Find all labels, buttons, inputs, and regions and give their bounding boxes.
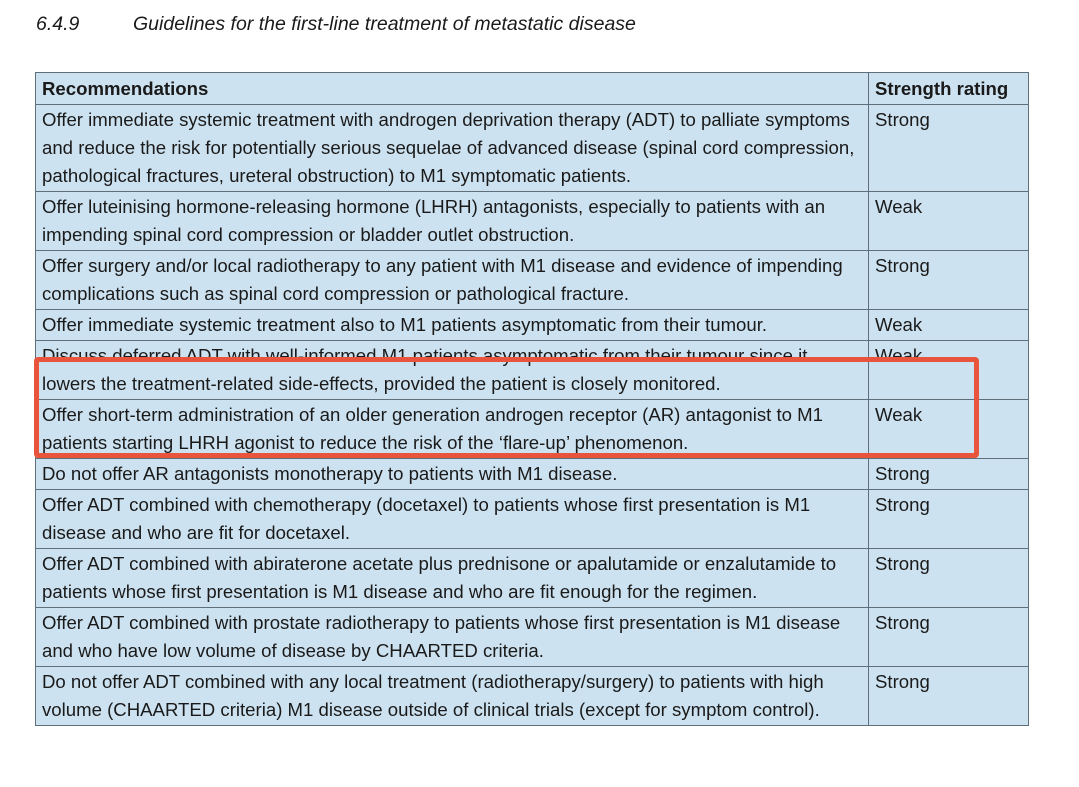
- recommendation-cell: Offer short-term administration of an older generation androgen receptor (AR) antagonist to M1 patients starting LHRH agonist to reduce the risk of the ‘flare-up’ phenomenon.: [36, 400, 869, 459]
- table-row: [36, 105, 1029, 192]
- section-number: 6.4.9: [36, 13, 80, 35]
- table-row: [36, 251, 1029, 310]
- table-row: [36, 341, 1029, 400]
- table-row: [36, 549, 1029, 608]
- strength-cell: Strong: [869, 105, 1029, 192]
- recommendation-cell: Do not offer AR antagonists monotherapy to patients with M1 disease.: [36, 459, 869, 490]
- strength-cell: Strong: [869, 608, 1029, 667]
- strength-cell: Strong: [869, 490, 1029, 549]
- table-row: [36, 400, 1029, 459]
- table-row: [36, 490, 1029, 549]
- strength-cell: Weak: [869, 400, 1029, 459]
- recommendation-cell: Offer immediate systemic treatment also to M1 patients asymptomatic from their tumour.: [36, 310, 869, 341]
- strength-cell: Strong: [869, 251, 1029, 310]
- table-header-row: [36, 73, 1029, 105]
- table-row: [36, 667, 1029, 726]
- section-title: Guidelines for the first-line treatment of metastatic disease: [133, 13, 636, 35]
- recommendation-cell: Offer ADT combined with prostate radiotherapy to patients whose first presentation is M1 disease and who have low volume of disease by CHAARTED criteria.: [36, 608, 869, 667]
- recommendation-cell: Offer luteinising hormone-releasing hormone (LHRH) antagonists, especially to patients with an impending spinal cord compression or bladder outlet obstruction.: [36, 192, 869, 251]
- strength-cell: Strong: [869, 549, 1029, 608]
- strength-cell: Weak: [869, 310, 1029, 341]
- table-row: [36, 310, 1029, 341]
- recommendation-cell: Offer surgery and/or local radiotherapy to any patient with M1 disease and evidence of impending complications such as spinal cord compression or pathological fracture.: [36, 251, 869, 310]
- recommendation-cell: Do not offer ADT combined with any local treatment (radiotherapy/surgery) to patients with high volume (CHAARTED criteria) M1 disease outside of clinical trials (except for symptom control).: [36, 667, 869, 726]
- strength-cell: Strong: [869, 459, 1029, 490]
- table-row: [36, 608, 1029, 667]
- table-row: [36, 192, 1029, 251]
- strength-cell: Weak: [869, 341, 1029, 400]
- table-row: [36, 459, 1029, 490]
- recommendation-cell: Discuss deferred ADT with well-informed M1 patients asymptomatic from their tumour since it lowers the treatment-related side-effects, provided the patient is closely monitored.: [36, 341, 869, 400]
- header-recommendations: Recommendations: [36, 73, 869, 105]
- recommendation-cell: Offer immediate systemic treatment with androgen deprivation therapy (ADT) to palliate symptoms and reduce the risk for potentially serious sequelae of advanced disease (spinal cord compression, pathological fractures, ureteral obstruction) to M1 symptomatic patients.: [36, 105, 869, 192]
- header-strength-rating: Strength rating: [869, 73, 1029, 105]
- recommendation-cell: Offer ADT combined with abiraterone acetate plus prednisone or apalutamide or enzalutamide to patients whose first presentation is M1 disease and who are fit enough for the regimen.: [36, 549, 869, 608]
- strength-cell: Weak: [869, 192, 1029, 251]
- recommendation-cell: Offer ADT combined with chemotherapy (docetaxel) to patients whose first presentation is M1 disease and who are fit for docetaxel.: [36, 490, 869, 549]
- strength-cell: Strong: [869, 667, 1029, 726]
- section-heading: [36, 13, 636, 36]
- guidelines-table: [35, 72, 1029, 726]
